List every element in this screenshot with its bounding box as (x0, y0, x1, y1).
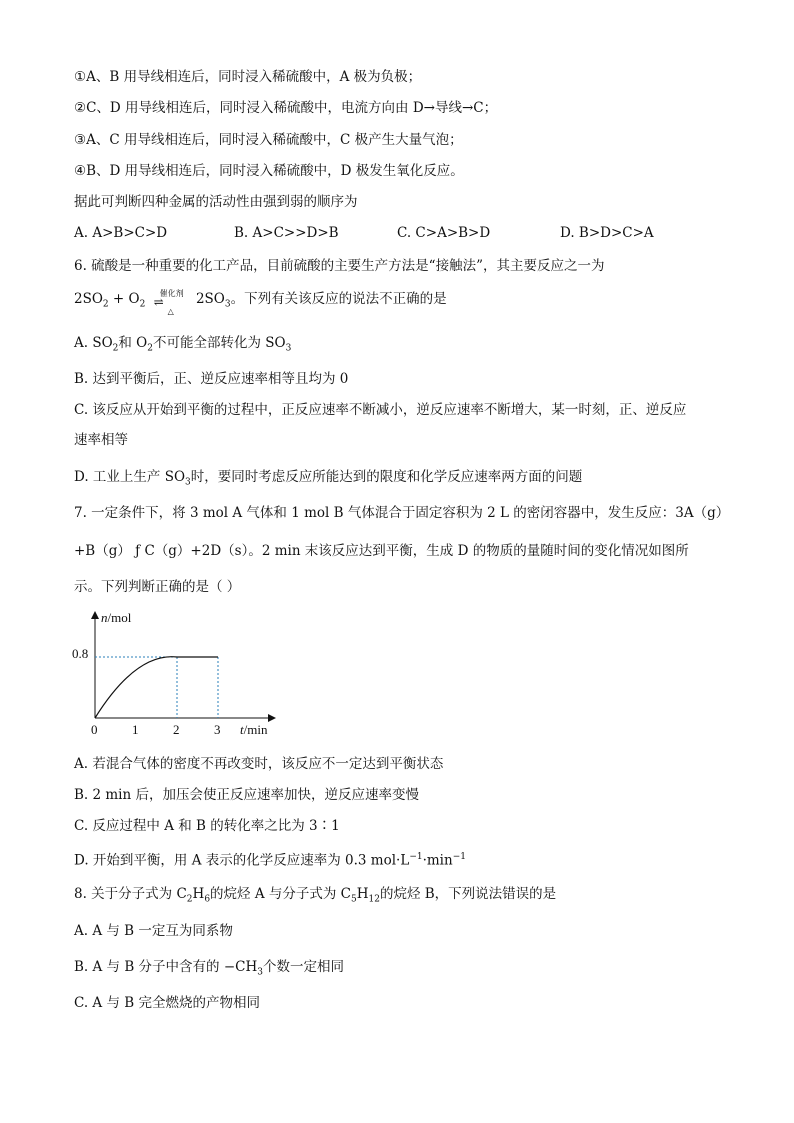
x-tick-label: 1 (132, 722, 139, 737)
q7-stem-line2: +B（g） ƒ C（g）+2D（s）。2 min 末该反应达到平衡，生成 D 的物质的量随时间的变化情况如图所 (74, 543, 689, 559)
q6-option-c-line1: C. 该反应从开始到平衡的过程中，正反应速率不断减小，逆反应速率不断增大，某一时刻，正、逆反应 (74, 402, 687, 418)
q7-option-b: B. 2 min 后，加压会使正反应速率加快，逆反应速率变慢 (74, 787, 419, 803)
q6-option-d: D. 工业上生产 $SO_3$时，要同时考虑反应所能达到的限度和化学反应速率两方面的问题 (74, 469, 583, 488)
q6-option-c-line2: 速率相等 (74, 432, 128, 448)
x-tick-label: 3 (214, 722, 221, 737)
q5-option-c: C. C>A>B>D (397, 225, 491, 241)
q7-option-c: C. 反应过程中 A 和 B 的转化率之比为 3∶1 (74, 818, 340, 834)
q7-option-a: A. 若混合气体的密度不再改变时，该反应不一定达到平衡状态 (74, 756, 444, 772)
q5-option-a: A. A>B>C>D (74, 225, 168, 241)
q8-option-b: B. A 与 B 分子中含有的 $-CH_3$个数一定相同 (74, 959, 344, 978)
q5-condition-4: ④B、D 用导线相连后，同时浸入稀硫酸中，D 极发生氧化反应。 (74, 163, 464, 179)
q7-stem-line3: 示。下列判断正确的是（ ） (74, 579, 241, 595)
x-tick-label: 0 (91, 722, 98, 737)
q6-option-b: B. 达到平衡后，正、逆反应速率相等且均为 0 (74, 371, 349, 387)
q7-stem-line1: 7. 一定条件下，将 3 mol A 气体和 1 mol B 气体混合于固定容积为 2 L 的密闭容器中，发生反应：3A（g） (74, 505, 730, 521)
x-axis-label: t/min (240, 722, 268, 737)
q5-condition-1: ①A、B 用导线相连后，同时浸入稀硫酸中，A 极为负极； (74, 69, 422, 85)
y-tick-label: 0.8 (72, 646, 89, 661)
q5-option-b: B. A>C>>D>B (234, 225, 339, 241)
q5-stem: 据此可判断四种金属的活动性由强到弱的顺序为 (74, 194, 358, 210)
x-tick-label: 2 (173, 722, 180, 737)
q8-option-a: A. A 与 B 一定互为同系物 (74, 923, 233, 939)
q6-equation: $2SO_2 + O_2$ 催化剂 ⇌ △ $2SO_3$。下列有关该反应的说法不正确的是 (74, 288, 447, 316)
q6-stem: 6. 硫酸是一种重要的化工产品，目前硫酸的主要生产方法是“接触法”，其主要反应之一为 (74, 258, 605, 274)
q5-options (74, 225, 734, 241)
q8-option-c: C. A 与 B 完全燃烧的产物相同 (74, 995, 260, 1011)
data-line (95, 657, 218, 718)
q5-option-d: D. B>D>C>A (560, 225, 654, 241)
q5-condition-3: ③A、C 用导线相连后，同时浸入稀硫酸中，C 极产生大量气泡； (74, 132, 463, 148)
reversible-arrow-icon: 催化剂 ⇌ △ (153, 288, 184, 316)
q5-condition-2: ②C、D 用导线相连后，同时浸入稀硫酸中，电流方向由 D→导线→C； (74, 100, 498, 116)
q8-stem: 8. 关于分子式为 $C_2H_6$的烷烃 A 与分子式为 $C_5H_{12}$的烷烃 B，下列说法错误的是 (74, 886, 557, 905)
q6-option-a: A. $SO_2$和 $O_2$不可能全部转化为 $SO_3$ (74, 335, 292, 354)
n-vs-t-graph (70, 604, 290, 744)
q7-option-d: D. 开始到平衡，用 A 表示的化学反应速率为 0.3 $mol\cdot L^{-1}\cdot\min^{-1}$ (74, 852, 466, 869)
y-axis-label: n/mol (101, 610, 132, 625)
